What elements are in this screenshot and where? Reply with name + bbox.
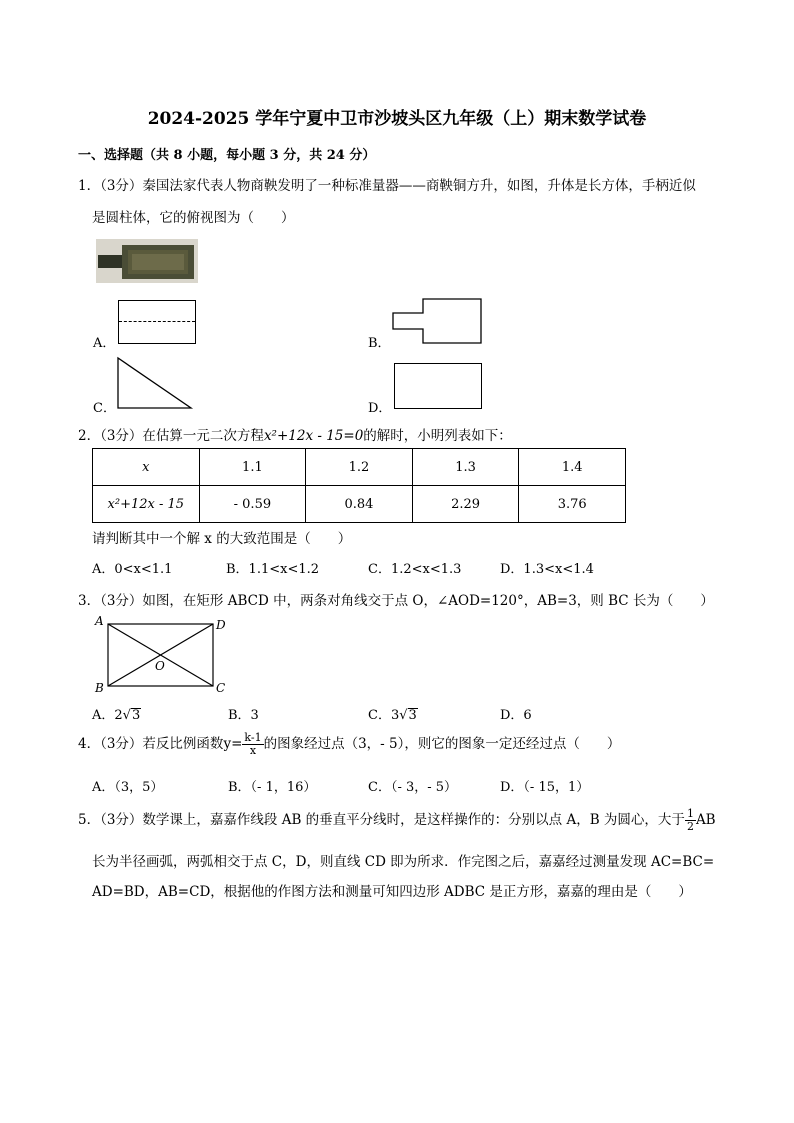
q2-value-table [92, 448, 626, 523]
q1-option-a-label[interactable]: A． [93, 336, 116, 351]
q2-stem-suffix: 的解时，小明列表如下： [363, 428, 512, 444]
table-header-cell: x [93, 449, 200, 486]
q3-stem: 3．（3分）如图，在矩形 ABCD 中，两条对角线交于点 O，∠AOD=120°，AB=3，则 BC 长为（ ） [78, 593, 714, 609]
q2-stem [78, 424, 512, 444]
q1-option-d-figure [394, 363, 482, 409]
q3-option-b[interactable]: B．3 [228, 708, 259, 723]
q3-rectangle-figure [92, 614, 240, 696]
q5-fraction-denominator: 2 [686, 820, 694, 834]
q1-option-d-label[interactable]: D． [368, 401, 392, 416]
q3-option-c-coef: 3 [390, 708, 400, 723]
q5-stem-line2: 长为半径画弧，两弧相交于点 C，D，则直线 CD 即为所求．作完图之后，嘉嘉经过测量发现 AC=BC= [92, 854, 715, 870]
vertex-a-label: A [95, 614, 104, 628]
q4-option-a[interactable]: A．（3，5） [92, 780, 164, 795]
q2-option-a[interactable]: A．0<x<1.1 [92, 562, 173, 577]
table-header-cell: 1.2 [306, 449, 413, 486]
q3-option-d[interactable]: D．6 [500, 708, 532, 723]
q5-line1-suffix: AB [695, 812, 716, 829]
vertex-c-label: C [216, 681, 226, 695]
q2-equation: x²+12x - 15=0 [263, 428, 364, 444]
table-row [93, 449, 626, 486]
q4-stem-prefix: 4．（3分）若反比例函数 [78, 736, 224, 753]
q3-option-c-prefix: C． [368, 708, 391, 723]
q4-function-lhs: y= [223, 736, 243, 753]
q5-stem-line3: AD=BD，AB=CD，根据他的作图方法和测量可知四边形 ADBC 是正方形，嘉嘉的理由是（ ） [92, 884, 692, 900]
q4-fraction-denominator: x [249, 744, 257, 758]
center-o-label: O [155, 659, 165, 673]
table-row [93, 486, 626, 523]
q3-option-a-prefix: A． [92, 708, 115, 723]
q3-option-a-coef: 2 [114, 708, 123, 723]
q1-option-b-figure [390, 298, 484, 346]
q1-option-a-figure [118, 300, 196, 344]
q5-line1-prefix: 5．（3分）数学课上，嘉嘉作线段 AB 的垂直平分线时，是这样操作的：分别以点 A，B 为圆心，大于 [78, 812, 685, 829]
exam-title: 2024-2025 学年宁夏中卫市沙坡头区九年级（上）期末数学试卷 [147, 109, 647, 129]
q4-fraction-numerator: k-1 [244, 731, 262, 744]
q2-option-b[interactable]: B．1.1<x<1.2 [226, 562, 320, 577]
q1-option-b-label[interactable]: B． [368, 336, 391, 351]
vertex-d-label: D [216, 618, 226, 632]
table-row-label: x²+12x - 15 [93, 486, 200, 523]
q1-stem-line1: 1．（3分）秦国法家代表人物商鞅发明了一种标准量器——商鞅铜方升，如图，升体是长方体，手柄近似 [78, 178, 696, 194]
q5-half-fraction [685, 808, 696, 833]
table-header-cell: 1.4 [519, 449, 626, 486]
q3-option-c-radicand: 3 [408, 708, 417, 723]
table-cell: 0.84 [306, 486, 413, 523]
table-header-cell: 1.3 [412, 449, 519, 486]
table-header-cell: 1.1 [199, 449, 306, 486]
q5-stem-line1 [78, 808, 716, 833]
q3-option-c[interactable]: C．3√3 [368, 708, 417, 723]
table-cell: 3.76 [519, 486, 626, 523]
q4-stem [78, 732, 620, 757]
q4-option-b[interactable]: B．（- 1，16） [228, 780, 317, 795]
q4-function-fraction [242, 732, 263, 757]
table-cell: - 0.59 [199, 486, 306, 523]
bronze-vessel-image [96, 239, 198, 283]
q3-option-a[interactable]: A．2√3 [92, 708, 141, 723]
table-cell: 2.29 [412, 486, 519, 523]
q4-option-d[interactable]: D．（- 15，1） [500, 780, 590, 795]
q5-fraction-numerator: 1 [686, 807, 694, 820]
q1-stem-line2: 是圆柱体，它的俯视图为（ ） [92, 210, 295, 226]
q1-option-c-label[interactable]: C． [93, 401, 116, 416]
q3-option-a-radicand: 3 [131, 708, 141, 723]
q1-option-c-figure [116, 356, 194, 410]
q2-follow-up: 请判断其中一个解 x 的大致范围是（ ） [92, 531, 352, 547]
section-heading: 一、选择题（共 8 小题，每小题 3 分，共 24 分） [78, 148, 376, 163]
q2-option-d[interactable]: D．1.3<x<1.4 [500, 562, 594, 577]
q2-stem-prefix: 2．（3分）在估算一元二次方程 [78, 428, 264, 444]
q4-stem-suffix: 的图象经过点（3，- 5），则它的图象一定还经过点（ ） [263, 736, 621, 753]
q2-option-c[interactable]: C．1.2<x<1.3 [368, 562, 462, 577]
vertex-b-label: B [95, 681, 104, 695]
q4-option-c[interactable]: C．（- 3，- 5） [368, 780, 458, 795]
